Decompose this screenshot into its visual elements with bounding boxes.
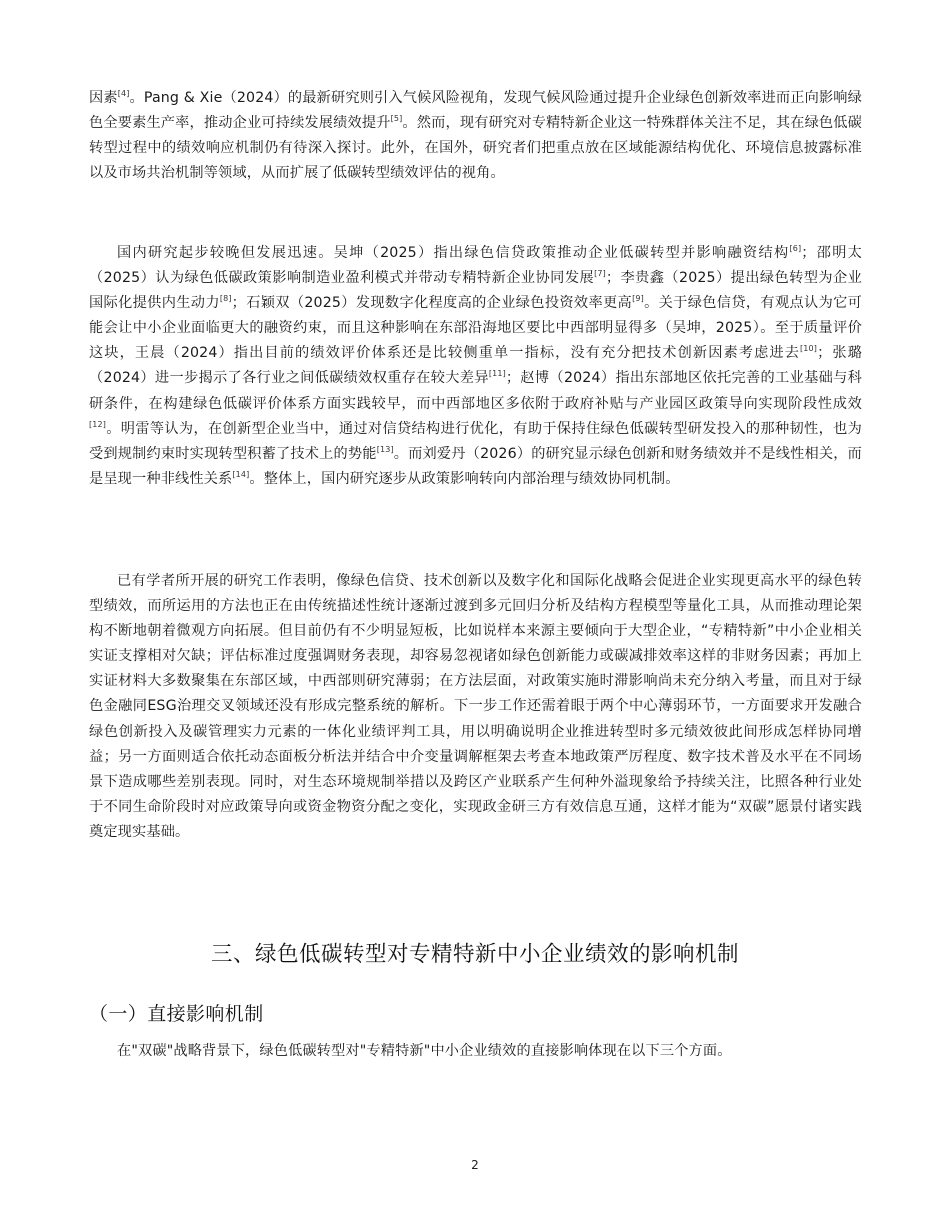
body-paragraph-1 [89, 86, 862, 186]
citation-marker: [10] [800, 344, 818, 354]
citation-marker: [6] [789, 244, 802, 253]
citation-marker: [8] [219, 294, 232, 304]
text-run: ；石颖双（2025）发现数字化程度高的企业绿色投资效率更高 [231, 295, 633, 312]
text-run: 因素 [89, 90, 118, 106]
citation-marker: [12] [89, 419, 107, 429]
citation-marker: [7] [594, 269, 606, 279]
text-run: ；李贵鑫（2025）提出绿色转型为企业国际化提供内生动力 [89, 270, 862, 312]
text-run: ；赵博（2024）指出东部地区依托完善的工业基础与科研条件，在构建绿色低碳评价体系方面实践较早，而中西部地区多依附于政府补贴与产业园区政策导向实现阶段性成效 [89, 370, 862, 412]
citation-marker: [11] [488, 369, 506, 379]
page-number: 2 [471, 1158, 479, 1172]
text-run: 。Pang & Xie（2024）的最新研究则引入气候风险视角，发现气候风险通过提升企业绿色创新效率进而正向影响绿色全要素生产率，推动企业可持续发展绩效提升 [89, 90, 862, 132]
text-run: ；张璐（2024）进一步揭示了各行业之间低碳绩效权重存在较大差异 [89, 345, 863, 387]
citation-marker: [4] [117, 89, 130, 98]
subsection-heading: （一）直接影响机制 [89, 1003, 264, 1025]
citation-marker: [14] [232, 469, 250, 479]
text-run: 。关于绿色信贷，有观点认为它可能会让中小企业面临更大的融资约束，而且这种影响在东部沿海地区要比中西部明显得多（吴坤，2025）。至于质量评价这块，王晨（2024）指出目前的绩效评价体系还是比较侧重单一指标，没有充分把技术创新因素考虑进去 [89, 295, 862, 362]
text-run: 国内研究起步较晚但发展迅速。吴坤（2025）指出绿色信贷政策推动企业低碳转型并影响融资结构 [117, 245, 790, 261]
text-run: 。整体上，国内研究逐步从政策影响转向内部治理与绩效协同机制。 [249, 470, 680, 487]
subsection-paragraph: 在"双碳"战略背景下，绿色低碳转型对"专精特新"中小企业绩效的直接影响体现在以下三个方面。 [117, 1043, 732, 1059]
text-run: 。明雷等认为，在创新型企业当中，通过对信贷结构进行优化，有助于保持住绿色低碳转型研发投入的那种韧性，也为受到规制约束时实现转型积蓄了技术上的势能 [89, 420, 862, 462]
section-heading: 三、绿色低碳转型对专精特新中小企业绩效的影响机制 [210, 942, 739, 967]
text-run: 。而刘爱丹（2026）的研究显示绿色创新和财务绩效并不是线性相关，而是呈现一种非线性关系 [89, 445, 862, 487]
body-paragraph-2 [89, 241, 862, 492]
citation-marker: [9] [632, 294, 644, 304]
text-run: ；邵明太（2025）认为绿色低碳政策影响制造业盈利模式并带动专精特新企业协同发展 [89, 245, 863, 287]
text-run: 。然而，现有研究对专精特新企业这一特殊群体关注不足，其在绿色低碳转型过程中的绩效响应机制仍有待深入探讨。此外，在国外，研究者们把重点放在区域能源结构优化、环境信息披露标准以及市场共治机制等领域，从而扩展了低碳转型绩效评估的视角。 [89, 115, 862, 182]
citation-marker: [13] [376, 444, 394, 454]
text-run: 已有学者所开展的研究工作表明，像绿色信贷、技术创新以及数字化和国际化战略会促进企业实现更高水平的绿色转型绩效，而所运用的方法也正在由传统描述性统计逐渐过渡到多元回归分析及结构方程模型等量化工具，从而推动理论架构不断地朝着微观方向拓展。但目前仍有不少明显短板，比如说样本来源主要倾向于大型企业，“专精特新”中小企业相关实证支撑相对欠缺；评估标准过度强调财务表现，却容易忽视诸如绿色创新能力或碳减排效率这样的非财务因素；再加上实证材料大多数聚集在东部区域，中西部则研究薄弱；在方法层面，对政策实施时滞影响尚未充分纳入考量，而且对于绿色金融同ESG治理交叉领域还没有形成完整系统的解析。下一步工作还需着眼于两个中心薄弱环节，一方面要求开发融合绿色创新投入及碳管理实力元素的一体化业绩评判工具，用以明确说明企业推进转型时多元绩效彼此间形成怎样协同增益；另一方面则适合依托动态面板分析法并结合中介变量调解框架去考查本地政策严厉程度、数字技术普及水平在不同场景下造成哪些差别表现。同时，对生态环境规制举措以及跨区产业联系产生何种外溢现象给予持续关注，比照各种行业处于不同生命阶段时对应政策导向或资金物资分配之变化，实现政金研三方有效信息互通，这样才能为“双碳”愿景付诸实践奠定现实基础。 [89, 573, 862, 840]
citation-marker: [5] [390, 114, 403, 124]
body-paragraph-3 [89, 569, 862, 845]
